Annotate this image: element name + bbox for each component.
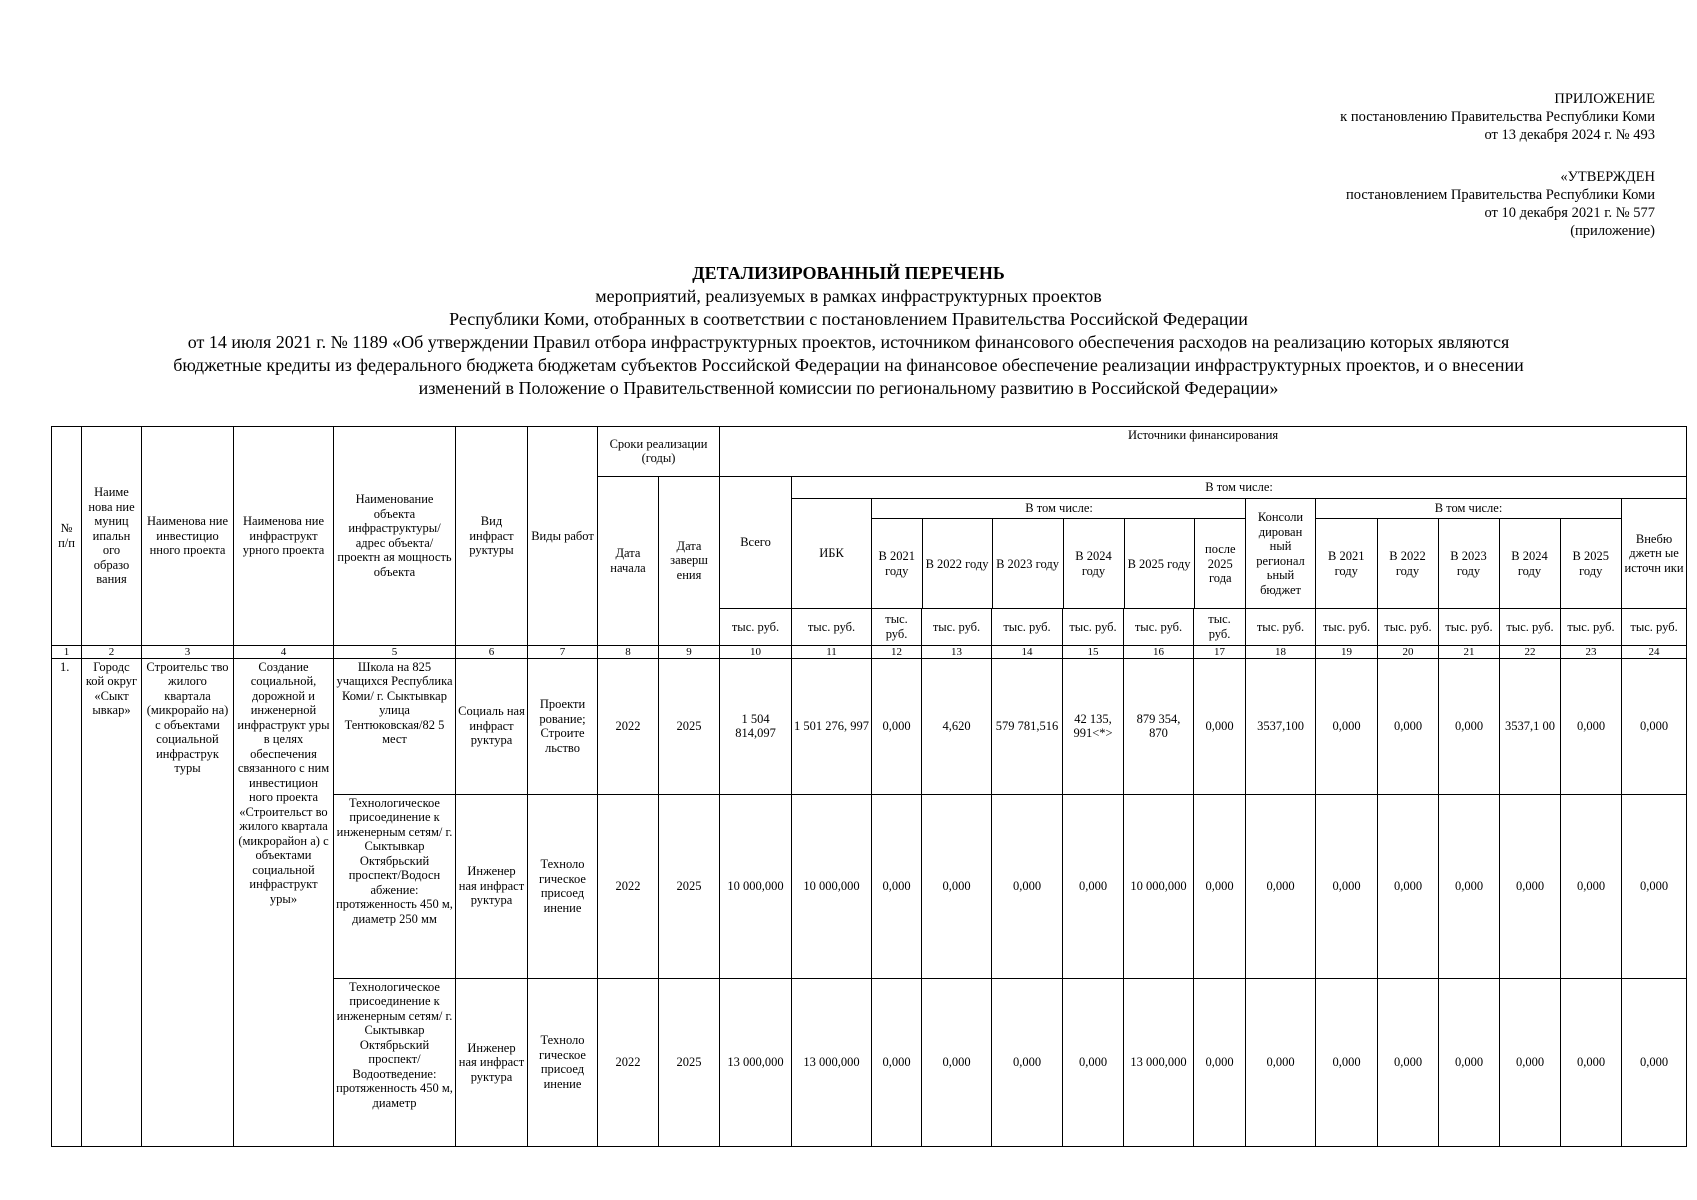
unit-cell: тыс. руб. xyxy=(1378,609,1439,645)
ibk-2022-cell: 0,000 xyxy=(922,794,992,978)
column-number: 23 xyxy=(1561,645,1622,658)
column-number: 4 xyxy=(234,645,334,658)
column-number: 13 xyxy=(922,645,992,658)
header-work-type: Виды работ xyxy=(528,427,598,646)
municipality-cell: Городс кой округ «Сыкт ывкар» xyxy=(82,658,142,1146)
regional-2023-cell: 0,000 xyxy=(1439,978,1500,1146)
regional-2022-cell: 0,000 xyxy=(1378,794,1439,978)
work-type-cell: Техноло гическое присоед инение xyxy=(528,794,598,978)
start-year-cell: 2022 xyxy=(598,658,659,794)
header-municipality: Наиме нова ние муниц ипальн ого образо вания xyxy=(82,427,142,646)
column-number: 2 xyxy=(82,645,142,658)
work-type-cell: Проекти рование; Строите льство xyxy=(528,658,598,794)
regional-2021-cell: 0,000 xyxy=(1316,658,1378,794)
header-regional-group xyxy=(1316,498,1622,608)
ibk-cell: 13 000,000 xyxy=(792,978,872,1146)
regional-2025-cell: 0,000 xyxy=(1561,658,1622,794)
unit-cell: тыс. руб. xyxy=(1500,609,1561,645)
approved-title: «УТВЕРЖДЕН xyxy=(1560,169,1655,185)
column-number: 21 xyxy=(1439,645,1500,658)
header-ibk-including: В том числе: xyxy=(872,499,1246,519)
column-number: 11 xyxy=(792,645,872,658)
header-regional-budget: Консоли дирован ный регионал ьный бюджет xyxy=(1246,498,1316,608)
document-subtitle-line: от 14 июля 2021 г. № 1189 «Об утверждении Правил отбора инфраструктурных проектов, источником финансового обеспечения расходов на реализацию которых являются xyxy=(187,332,1510,352)
header-regional-2022: В 2022 году xyxy=(1377,519,1438,608)
end-year-cell: 2025 xyxy=(659,658,720,794)
ibk-2025-cell: 879 354, 870 xyxy=(1124,658,1194,794)
approved-reference: постановлением Правительства Республики Коми xyxy=(1346,187,1655,203)
infra-type-cell: Инженер ная инфраст руктура xyxy=(456,978,528,1146)
appendix-date: от 13 декабря 2024 г. № 493 xyxy=(1484,127,1655,143)
ibk-2023-cell: 0,000 xyxy=(992,978,1063,1146)
unit-cell: тыс. руб. xyxy=(1194,609,1246,645)
unit-cell: тыс. руб. xyxy=(1622,609,1687,645)
column-number: 22 xyxy=(1500,645,1561,658)
regional-2022-cell: 0,000 xyxy=(1378,658,1439,794)
regional-2023-cell: 0,000 xyxy=(1439,794,1500,978)
ibk-2024-cell: 42 135, 991<*> xyxy=(1063,658,1124,794)
unit-cell: тыс. руб. xyxy=(1124,609,1194,645)
header-ibk-2022: В 2022 году xyxy=(922,519,992,608)
column-number: 1 xyxy=(52,645,82,658)
header-off-budget: Внебю джетн ые источн ики xyxy=(1622,498,1687,608)
header-regional-2025: В 2025 году xyxy=(1572,549,1609,578)
object-cell: Технологическое присоединение к инженерным сетям/ г. Сыктывкар Октябрьский проспект/Водосн абжение: протяженность 450 м, диаметр 250 мм xyxy=(334,794,456,978)
object-cell: Технологическое присоединение к инженерным сетям/ г. Сыктывкар Октябрьский проспект/ Водоотведение: протяженность 450 м, диаметр xyxy=(334,978,456,1146)
infra-type-cell: Социаль ная инфраст руктура xyxy=(456,658,528,794)
unit-cell: тыс. руб. xyxy=(792,609,872,645)
column-number: 19 xyxy=(1316,645,1378,658)
column-number: 24 xyxy=(1622,645,1687,658)
unit-cell: тыс. руб. xyxy=(1063,609,1124,645)
regional-budget-cell: 3537,100 xyxy=(1246,658,1316,794)
header-investment-project: Наименова ние инвестицио нного проекта xyxy=(142,427,234,646)
ibk-2021-cell: 0,000 xyxy=(872,978,922,1146)
column-number: 16 xyxy=(1124,645,1194,658)
header-regional-2021: В 2021 году xyxy=(1316,519,1377,608)
ibk-2023-cell: 0,000 xyxy=(992,794,1063,978)
header-infra-project: Наименова ние инфраструкт урного проекта xyxy=(234,427,334,646)
ibk-2024-cell: 0,000 xyxy=(1063,978,1124,1146)
ibk-2021-cell: 0,000 xyxy=(872,658,922,794)
column-number: 18 xyxy=(1246,645,1316,658)
ibk-2022-cell: 4,620 xyxy=(922,658,992,794)
header-number: № п/п xyxy=(52,427,82,646)
regional-2024-cell: 0,000 xyxy=(1500,794,1561,978)
approved-header xyxy=(1346,168,1655,240)
column-number: 8 xyxy=(598,645,659,658)
work-type-cell: Техноло гическое присоед инение xyxy=(528,978,598,1146)
ibk-after-2025-cell: 0,000 xyxy=(1194,658,1246,794)
column-number: 14 xyxy=(992,645,1063,658)
header-object: Наименование объекта инфраструктуры/ адрес объекта/проектн ая мощность объекта xyxy=(334,427,456,646)
column-number: 10 xyxy=(720,645,792,658)
ibk-after-2025-cell: 0,000 xyxy=(1194,978,1246,1146)
ibk-2025-cell: 13 000,000 xyxy=(1124,978,1194,1146)
column-number: 20 xyxy=(1378,645,1439,658)
header-regional-including: В том числе: xyxy=(1316,499,1621,519)
infra-project-cell: Создание социальной, дорожной и инженерной инфраструкт уры в целях обеспечения связанного с ним инвестицион ного проекта «Строительст во жилого квартала (микрорайон а) с объектами социальной инфраструкт уры» xyxy=(234,658,334,1146)
end-year-cell: 2025 xyxy=(659,978,720,1146)
column-number: 5 xyxy=(334,645,456,658)
regional-2021-cell: 0,000 xyxy=(1316,978,1378,1146)
regional-2025-cell: 0,000 xyxy=(1561,794,1622,978)
approved-note: (приложение) xyxy=(1570,223,1655,239)
unit-cell: тыс. руб. xyxy=(872,609,922,645)
regional-2024-cell: 3537,1 00 xyxy=(1500,658,1561,794)
approved-date: от 10 декабря 2021 г. № 577 xyxy=(1484,205,1655,221)
ibk-2021-cell: 0,000 xyxy=(872,794,922,978)
header-total: Всего xyxy=(720,476,792,609)
header-ibk: ИБК xyxy=(792,498,872,608)
off-budget-cell: 0,000 xyxy=(1622,978,1687,1146)
ibk-2024-cell: 0,000 xyxy=(1063,794,1124,978)
ibk-2025-cell: 10 000,000 xyxy=(1124,794,1194,978)
header-ibk-2021: В 2021 году xyxy=(872,519,922,608)
off-budget-cell: 0,000 xyxy=(1622,658,1687,794)
header-regional-2024: В 2024 году xyxy=(1499,519,1560,608)
column-number: 17 xyxy=(1194,645,1246,658)
header-sources: Источники финансирования xyxy=(720,427,1687,477)
regional-2022-cell: 0,000 xyxy=(1378,978,1439,1146)
total-cell: 10 000,000 xyxy=(720,794,792,978)
object-cell: Школа на 825 учащихся Республика Коми/ г. Сыктывкар улица Тентюковская/82 5 мест xyxy=(334,658,456,794)
document-subtitle-line: Республики Коми, отобранных в соответствии с постановлением Правительства Российской Федерации xyxy=(449,309,1248,329)
ibk-after-2025-cell: 0,000 xyxy=(1194,794,1246,978)
header-infra-type: Вид инфраст руктуры xyxy=(456,427,528,646)
regional-subheader xyxy=(1316,499,1621,608)
document-title-block xyxy=(80,262,1617,400)
appendix-title: ПРИЛОЖЕНИЕ xyxy=(1554,91,1655,107)
header-regional-2023: В 2023 году xyxy=(1438,519,1499,608)
regional-2023-cell: 0,000 xyxy=(1439,658,1500,794)
total-cell: 1 504 814,097 xyxy=(720,658,792,794)
header-ibk-2025: В 2025 году xyxy=(1124,519,1194,608)
ibk-2023-cell: 579 781,516 xyxy=(992,658,1063,794)
end-year-cell: 2025 xyxy=(659,794,720,978)
investment-project-cell: Строительс тво жилого квартала (микрорайо на) с объектами социальной инфраструк туры xyxy=(142,658,234,1146)
header-ibk-2024: В 2024 году xyxy=(1063,519,1124,608)
total-cell: 13 000,000 xyxy=(720,978,792,1146)
header-end-date: Дата заверш ения xyxy=(659,476,720,645)
infra-type-cell: Инженер ная инфраст руктура xyxy=(456,794,528,978)
unit-cell: тыс. руб. xyxy=(922,609,992,645)
ibk-2022-cell: 0,000 xyxy=(922,978,992,1146)
regional-budget-cell: 0,000 xyxy=(1246,794,1316,978)
ibk-cell: 1 501 276, 997 xyxy=(792,658,872,794)
regional-budget-cell: 0,000 xyxy=(1246,978,1316,1146)
header-ibk-2023: В 2023 году xyxy=(992,519,1063,608)
projects-table xyxy=(51,426,1687,1147)
document-title: ДЕТАЛИЗИРОВАННЫЙ ПЕРЕЧЕНЬ xyxy=(692,263,1005,283)
unit-cell: тыс. руб. xyxy=(1439,609,1500,645)
regional-2021-cell: 0,000 xyxy=(1316,794,1378,978)
header-ibk-group xyxy=(872,498,1246,608)
unit-cell: тыс. руб. xyxy=(1316,609,1378,645)
column-number: 3 xyxy=(142,645,234,658)
header-including: В том числе: xyxy=(792,476,1687,498)
header-terms: Сроки реализации (годы) xyxy=(598,427,720,477)
header-start-date: Дата начала xyxy=(598,476,659,645)
ibk-cell: 10 000,000 xyxy=(792,794,872,978)
document-subtitle-line: мероприятий, реализуемых в рамках инфраструктурных проектов xyxy=(595,286,1102,306)
regional-2025-cell: 0,000 xyxy=(1561,978,1622,1146)
start-year-cell: 2022 xyxy=(598,794,659,978)
appendix-header xyxy=(1340,90,1655,144)
start-year-cell: 2022 xyxy=(598,978,659,1146)
column-number: 12 xyxy=(872,645,922,658)
unit-cell: тыс. руб. xyxy=(992,609,1063,645)
appendix-reference: к постановлению Правительства Республики Коми xyxy=(1340,109,1655,125)
regional-2024-cell: 0,000 xyxy=(1500,978,1561,1146)
header-ibk-after-2025: после 2025 года xyxy=(1205,542,1236,586)
column-number: 7 xyxy=(528,645,598,658)
unit-cell: тыс. руб. xyxy=(1561,609,1622,645)
ibk-subheader xyxy=(872,499,1246,608)
row-number: 1. xyxy=(52,658,82,1146)
table-row xyxy=(52,658,1687,794)
unit-cell: тыс. руб. xyxy=(1246,609,1316,645)
document-subtitle-line: изменений в Положение о Правительственной комиссии по региональному развитию в Российской Федерации» xyxy=(418,378,1279,398)
column-number: 9 xyxy=(659,645,720,658)
unit-cell: тыс. руб. xyxy=(720,609,792,645)
off-budget-cell: 0,000 xyxy=(1622,794,1687,978)
column-number: 6 xyxy=(456,645,528,658)
column-number: 15 xyxy=(1063,645,1124,658)
document-subtitle-line: бюджетные кредиты из федерального бюджета бюджетам субъектов Российской Федерации на финансовое обеспечение реализации инфраструктурных проектов, и о внесении xyxy=(173,355,1524,375)
